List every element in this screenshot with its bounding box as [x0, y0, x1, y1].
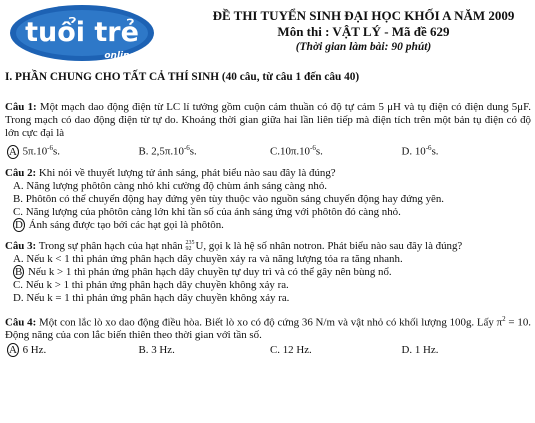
logo-sub-text: online [104, 51, 136, 61]
option-letter: B [138, 344, 146, 357]
option-unit: s. [53, 145, 60, 158]
question-3 [5, 240, 531, 305]
option-text: Ánh sáng được tạo bởi các hạt gọi là phôtôn. [28, 218, 224, 231]
options-row [5, 344, 531, 357]
option-b: B. $2,5\pi.10^{-6}s$. [138, 144, 197, 158]
question-stem: Khi nói về thuyết lượng tử ánh sáng, phát biểu nào sau đây là đúng? [38, 166, 336, 179]
option-letter: C [13, 205, 21, 218]
question-1 [5, 101, 531, 159]
option-c: C. Năng lượng của phôtôn càng lớn khi tần số của ánh sáng ứng với phôtôn đó càng nhỏ. [13, 205, 401, 218]
option-letter: B [138, 145, 146, 158]
option-letter: C [13, 278, 21, 291]
question-superscript: 2 [502, 314, 506, 323]
option-c: C. 12 Hz. [270, 344, 312, 357]
option-a [5, 344, 137, 357]
option-b [5, 266, 531, 279]
option-a: A. Năng lượng phôtôn càng nhỏ khi cường độ chùm ánh sáng càng nhỏ. [13, 179, 328, 192]
option-letter: D [401, 145, 410, 158]
exam-time-note: (Thời gian làm bài: 90 phút) [295, 41, 432, 53]
option-text: Phôtôn có thể chuyển động hay đứng yên tùy thuộc vào nguồn sáng chuyển động hay đứng yên. [25, 192, 445, 205]
option-text: Nếu k = 1 thì phản ứng phân hạch dây chuyền không xảy ra. [26, 291, 290, 304]
exam-subtitle: Môn thi : VẬT LÝ - Mã đề 629 [277, 24, 450, 39]
question-stem-before: Một con lắc lò xo dao động điều hòa. Biết lò xo có độ cứng 36 N/m và vật nhỏ có khối lượng 100g. Lấy π [39, 316, 503, 329]
option-letter: D [13, 291, 21, 304]
option-b: B. 3 Hz. [138, 344, 175, 357]
option-letter: D [401, 344, 410, 357]
logo-main-text: tuổi trẻ [25, 17, 139, 48]
option-d: D. Nếu k = 1 thì phản ứng phân hạch dây chuyền không xảy ra. [13, 291, 290, 304]
options-row [5, 142, 531, 159]
option-exponent: -6 [425, 144, 432, 152]
question-4 [5, 313, 531, 358]
option-c: $C.10\pi.10^{-6}s$. [270, 144, 323, 158]
option-text: 1 Hz. [414, 344, 439, 357]
question-label: Câu 4: [5, 316, 37, 329]
option-text: Năng lượng của phôtôn càng lớn khi tần số của ánh sáng ứng với phôtôn đó càng nhỏ. [25, 205, 401, 218]
question-stem-after: = 10. Động năng của con lắc biến thiên theo thời gian với tần số. [5, 316, 531, 342]
answer-circle: B [15, 265, 23, 278]
option-text: 6 Hz. [22, 344, 47, 357]
question-2 [5, 167, 531, 232]
option-text: Năng lượng phôtôn càng nhỏ khi cường độ chùm ánh sáng càng nhỏ. [26, 179, 328, 192]
answer-circle: D [15, 218, 23, 231]
option-letter: C [270, 344, 278, 357]
exam-title: ĐỀ THI TUYỂN SINH ĐẠI HỌC KHỐI A NĂM 2009 [212, 8, 515, 23]
isotope-numbers [185, 240, 194, 252]
question-label: Câu 1: [5, 101, 37, 113]
question-label: Câu 3: [5, 239, 37, 252]
option-letter: B [13, 192, 21, 205]
option-d: D. 1 Hz. [401, 344, 439, 357]
option-text: Nếu k > 1 thì phản ứng phân hạch dây chuyền không xảy ra. [25, 278, 289, 291]
answer-circle: A [9, 145, 17, 158]
question-stem: Một mạch dao động điện từ LC lí tưởng gồm cuộn cảm thuần có độ tự cảm 5 μH và tụ điện có điện dung 5μF. Trong mạch có dao động điện từ tự do. Khoảng thời gian giữa hai lần liên tiếp mà điện tích trên một bản tụ điện có độ lớn cực đại là [5, 101, 531, 139]
tuoi-tre-logo [8, 3, 158, 65]
answer-circle: A [9, 344, 17, 357]
option-b: B. Phôtôn có thể chuyển động hay đứng yên tùy thuộc vào nguồn sáng chuyển động hay đứng yên. [13, 192, 445, 205]
option-exponent: -6 [183, 144, 190, 152]
question-stem-after: , gọi k là hệ số nhân notron. Phát biểu nào sau đây là đúng? [203, 239, 463, 252]
option-unit: s. [431, 145, 439, 158]
exam-header [196, 8, 531, 55]
option-text: Nếu k > 1 thì phản ứng phân hạch dây chuyền tự duy trì và có thể gây nên bùng nổ. [28, 265, 392, 278]
option-text: 10π.10 [280, 145, 311, 158]
option-letter: A [13, 252, 21, 265]
option-text: 2,5π.10 [151, 145, 184, 158]
option-exponent: -6 [310, 144, 316, 152]
option-text: 3 Hz. [151, 344, 175, 357]
option-exponent: -6 [47, 144, 54, 152]
option-unit: s. [315, 145, 323, 158]
option-d: D. $10^{-6}s$. [401, 144, 439, 158]
option-text: 5π.10 [22, 145, 48, 158]
option-letter: A [13, 179, 21, 192]
options-list [5, 253, 531, 305]
options-list [5, 180, 531, 232]
question-list [5, 101, 531, 365]
option-c: C. Nếu k > 1 thì phản ứng phân hạch dây chuyền không xảy ra. [13, 278, 289, 291]
option-text: Nếu k < 1 thì phản ứng phân hạch dây chuyền xảy ra và năng lượng tỏa ra tăng nhanh. [26, 252, 403, 265]
option-a: A. Nếu k < 1 thì phản ứng phân hạch dây chuyền xảy ra và năng lượng tỏa ra tăng nhanh. [13, 252, 403, 265]
isotope-symbol: U [195, 239, 204, 252]
section-title: I. PHẦN CHUNG CHO TẤT CẢ THÍ SINH (40 câu, từ câu 1 đến câu 40) [5, 71, 360, 83]
question-label: Câu 2: [5, 166, 37, 179]
question-stem-before: Trong sự phân hạch của hạt nhân [38, 239, 183, 252]
isotope-mass-number: 235 [185, 240, 195, 247]
option-a [5, 142, 137, 159]
option-text: 12 Hz. [282, 344, 312, 357]
option-text: 10 [414, 145, 426, 158]
isotope-atomic-number: 92 [185, 246, 192, 253]
option-d [5, 219, 531, 232]
option-unit: s. [189, 145, 197, 158]
option-letter: C [270, 145, 278, 158]
